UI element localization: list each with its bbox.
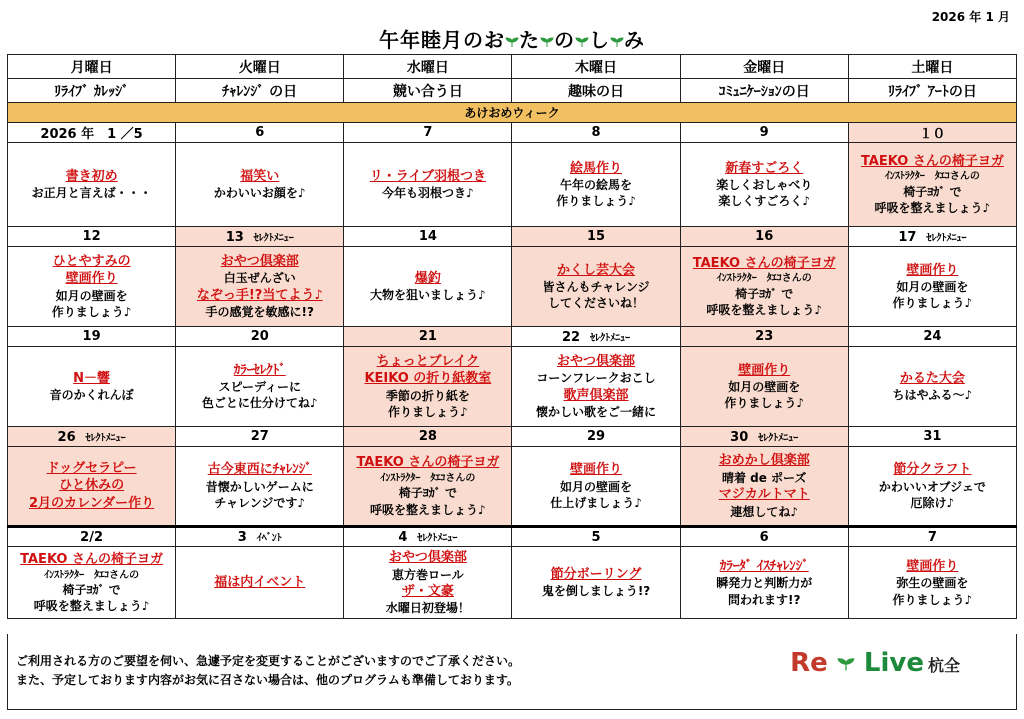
date-cell	[8, 327, 176, 347]
activity-cell	[680, 447, 848, 527]
activity-desc: かわいいお顔を♪	[213, 186, 306, 201]
activity-title: なぞっ手!?当てよう♪	[196, 287, 323, 303]
activity-cell	[8, 447, 176, 527]
date-cell	[176, 123, 344, 143]
activity-desc: 椅子ﾖｶﾞ で	[398, 486, 457, 501]
date-cell	[848, 123, 1016, 143]
activity-cell	[176, 347, 344, 427]
weekday-header: 木曜日	[512, 55, 680, 79]
sprout-icon	[837, 657, 855, 671]
activity-cell	[344, 447, 512, 527]
activity-desc: 呼吸を整えましょう♪	[370, 502, 486, 517]
activity-desc: 鬼を倒しましょう!?	[541, 584, 651, 599]
activity-desc: 弥生の壁画を	[896, 576, 969, 591]
activity-desc: 如月の壁画を	[560, 479, 633, 494]
activity-cell	[512, 447, 680, 527]
calendar-month-label: 2026 年 1 月	[931, 10, 1010, 24]
activity-cell	[8, 347, 176, 427]
date-row	[8, 427, 1017, 447]
date-number: 24	[923, 329, 942, 344]
sprout-icon	[610, 37, 624, 47]
activity-desc: お正月と言えば・・・	[31, 186, 152, 201]
date-number: 8	[591, 125, 601, 140]
activity-desc: 瞬発力と判断力が	[716, 576, 813, 591]
activity-cell	[344, 143, 512, 227]
weekday-header-row	[8, 55, 1017, 79]
activity-desc: 作りましょう♪	[388, 405, 468, 420]
weekday-theme-row	[8, 79, 1017, 103]
date-number: 7	[423, 125, 433, 140]
activity-cell	[176, 547, 344, 619]
activity-instructor: ｲﾝｽﾄﾗｸﾀｰ ﾀｴｺさんの	[716, 273, 812, 285]
date-cell	[680, 427, 848, 447]
activity-desc: 楽しくすごろく♪	[718, 194, 811, 209]
activity-desc: スピーディーに	[218, 380, 302, 395]
date-number: 16	[755, 229, 774, 244]
date-cell	[848, 327, 1016, 347]
activity-desc: 問われます!?	[727, 592, 801, 607]
date-cell	[512, 123, 680, 143]
date-cell	[176, 427, 344, 447]
activity-cell	[848, 247, 1016, 327]
date-number: 14	[418, 229, 437, 244]
title-part: 午年睦月のお	[379, 28, 505, 52]
weekday-theme: ﾘﾗｲﾌﾞ ｶﾚｯｼﾞ	[8, 79, 176, 103]
date-number: 19	[82, 329, 101, 344]
activity-title: 節分ボーリング	[550, 566, 642, 582]
date-number: 22	[562, 329, 581, 345]
date-number: 6	[759, 529, 769, 545]
date-cell	[8, 527, 176, 547]
date-cell	[344, 227, 512, 247]
title-part: た	[519, 28, 540, 52]
date-number: 9	[759, 125, 769, 140]
activity-desc: 晴着 de ポーズ	[721, 470, 807, 485]
activity-desc: 呼吸を整えましょう♪	[33, 599, 150, 614]
logo-text-re: Re	[790, 648, 828, 678]
activity-cell	[8, 143, 176, 227]
date-number: 4	[398, 530, 408, 545]
activity-desc: 椅子ﾖｶﾞ で	[903, 184, 962, 199]
activity-title: おやつ倶楽部	[220, 253, 299, 269]
activity-cell	[344, 547, 512, 619]
activity-title: 歌声倶楽部	[563, 387, 629, 403]
activity-desc: 季節の折り紙を	[385, 388, 470, 403]
weekday-header: 月曜日	[8, 55, 176, 79]
activity-cell	[512, 347, 680, 427]
activity-desc: 如月の壁画を	[55, 288, 128, 303]
date-cell	[512, 327, 680, 347]
activity-cell	[8, 547, 176, 619]
activity-cell	[680, 547, 848, 619]
activity-desc: 仕上げましょう♪	[550, 495, 642, 510]
activity-row	[8, 347, 1017, 427]
schedule-calendar	[7, 54, 1017, 619]
activity-title: 福は内イベント	[214, 574, 306, 590]
date-number: 21	[418, 329, 437, 344]
date-cell	[8, 427, 176, 447]
date-row	[8, 527, 1017, 547]
activity-desc: チャレンジです♪	[214, 495, 306, 510]
activity-desc: 作りましょう♪	[556, 194, 636, 209]
activity-desc: 厄除け♪	[910, 495, 955, 510]
activity-title: かくし芸大会	[557, 262, 636, 278]
date-cell	[344, 527, 512, 547]
activity-title: かるた大会	[899, 370, 965, 386]
activity-title: TAEKO さんの椅子ヨガ	[20, 552, 164, 568]
activity-title: 壁画作り	[738, 362, 791, 378]
weekday-theme: 競い合う日	[344, 79, 512, 103]
logo-text-live: Live	[863, 648, 924, 678]
activity-title: 壁画作り	[570, 462, 623, 478]
activity-title: 新春すごろく	[725, 160, 804, 176]
date-tag: ｾﾚｸﾄﾒﾆｭｰ	[253, 232, 294, 244]
activity-title: 福笑い	[240, 168, 280, 184]
date-cell	[848, 227, 1016, 247]
weekday-theme: ﾁｬﾚﾝｼﾞ の日	[176, 79, 344, 103]
activity-cell	[176, 247, 344, 327]
activity-cell	[512, 143, 680, 227]
activity-desc: 午年の絵馬を	[560, 178, 633, 193]
activity-cell	[512, 247, 680, 327]
activity-desc: 椅子ﾖｶﾞ で	[62, 583, 121, 598]
activity-desc: 大物を狙いましょう♪	[370, 288, 486, 303]
date-number: 31	[923, 429, 942, 444]
date-cell	[344, 327, 512, 347]
title-part: み	[624, 28, 645, 52]
activity-title: ｶﾗｰｾﾚｸﾄﾞ	[233, 362, 286, 378]
sprout-icon	[575, 37, 589, 47]
weekday-theme: 趣味の日	[512, 79, 680, 103]
date-cell	[512, 227, 680, 247]
date-tag: ｾﾚｸﾄﾒﾆｭｰ	[85, 432, 126, 444]
activity-instructor: ｲﾝｽﾄﾗｸﾀｰ ﾀｴｺさんの	[884, 171, 980, 183]
activity-title: KEIKO の折り紙教室	[364, 371, 492, 387]
activity-desc: 色ごとに仕分けてね♪	[201, 396, 318, 411]
weekday-theme: ｺﾐｭﾆｹｰｼｮﾝの日	[680, 79, 848, 103]
activity-title: 節分クラフト	[893, 462, 972, 478]
date-cell	[680, 123, 848, 143]
activity-desc: 懐かしい歌をご一緒に	[536, 405, 657, 420]
footer-notes	[16, 652, 520, 690]
footer-note-line: また、予定しております内容がお気に召さない場合は、他のプログラムも準備しております。	[16, 673, 519, 688]
activity-title: リ・ライブ羽根つき	[369, 168, 486, 184]
activity-desc: 連想してね♪	[730, 504, 799, 519]
activity-row	[8, 247, 1017, 327]
date-cell	[680, 527, 848, 547]
activity-desc: かわいいオブジェで	[878, 479, 986, 494]
activity-desc: 作りましょう♪	[724, 396, 805, 411]
date-tag: ｾﾚｸﾄﾒﾆｭｰ	[417, 533, 458, 544]
activity-desc: 恵方巻ロール	[392, 567, 464, 582]
activity-desc: 水曜日初登場！	[385, 601, 470, 616]
date-number: 12	[82, 229, 101, 244]
date-row	[8, 327, 1017, 347]
date-cell	[848, 527, 1016, 547]
date-cell	[8, 123, 176, 143]
activity-row	[8, 547, 1017, 619]
date-number: 2/2	[80, 529, 103, 545]
activity-title: 壁画作り	[906, 558, 959, 574]
activity-desc: 作りましょう♪	[51, 305, 132, 320]
date-number: 15	[587, 229, 606, 244]
title-part: し	[589, 28, 610, 52]
date-cell	[176, 327, 344, 347]
activity-desc: 椅子ﾖｶﾞ で	[735, 286, 794, 301]
activity-desc: 楽しくおしゃべり	[716, 178, 813, 193]
logo-text-shop: 杭全	[927, 656, 960, 675]
activity-desc: してくださいね！	[548, 296, 645, 311]
activity-title: ザ・文豪	[401, 583, 454, 599]
date-number: 20	[250, 329, 269, 344]
footer-notes-box	[7, 634, 1017, 710]
date-number: 2026 年 1 ／5	[40, 127, 143, 142]
date-number: 7	[927, 529, 937, 545]
activity-desc: 今年も羽根つき♪	[382, 186, 474, 201]
date-number: 29	[587, 429, 606, 444]
date-cell	[680, 327, 848, 347]
activity-desc: コーンフレークおこし	[536, 371, 656, 386]
activity-cell	[680, 143, 848, 227]
activity-title: おやつ倶楽部	[557, 353, 636, 369]
activity-desc: 如月の壁画を	[896, 280, 969, 295]
footer-note-line: ご利用される方のご要望を伺い、急遽予定を変更することがございますのでご了承ください。	[16, 654, 521, 668]
activity-title: TAEKO さんの椅子ヨガ	[692, 255, 836, 271]
date-cell	[344, 427, 512, 447]
activity-title: ｶﾗｰﾀﾞ ｲｽﾁｬﾚﾝｼﾞ	[719, 558, 809, 574]
date-number: 30	[730, 429, 749, 445]
activity-desc: 音のかくれんぼ	[49, 388, 134, 403]
date-row	[8, 227, 1017, 247]
activity-cell	[344, 347, 512, 427]
page-title	[0, 24, 1024, 53]
week-banner: あけおめウィーク	[8, 103, 1017, 123]
activity-cell	[512, 547, 680, 619]
activity-cell	[680, 347, 848, 427]
activity-title: 絵馬作り	[570, 160, 623, 176]
date-cell	[512, 527, 680, 547]
activity-title: TAEKO さんの椅子ヨガ	[356, 455, 500, 471]
activity-title: 書き初め	[65, 168, 118, 184]
date-tag: ｲﾍﾞﾝﾄ	[256, 533, 282, 544]
activity-desc: ちはやふる～♪	[892, 388, 973, 403]
title-part: の	[554, 28, 575, 52]
activity-cell	[848, 447, 1016, 527]
activity-title: ひと休みの	[59, 478, 125, 494]
activity-title: ちょっとブレイク	[376, 353, 480, 369]
activity-cell	[176, 143, 344, 227]
date-number: 23	[755, 329, 774, 344]
date-number: 5	[591, 529, 601, 545]
activity-cell	[848, 143, 1016, 227]
activity-title: 2月のカレンダー作り	[28, 495, 155, 511]
brand-logo	[790, 648, 960, 678]
date-number: １０	[919, 127, 946, 142]
date-tag: ｾﾚｸﾄﾒﾆｭｰ	[590, 332, 631, 344]
activity-cell	[176, 447, 344, 527]
activity-title: ドッグセラピー	[46, 460, 137, 476]
date-cell	[176, 227, 344, 247]
activity-title: 壁画作り	[906, 262, 959, 278]
date-cell	[8, 227, 176, 247]
date-row	[8, 123, 1017, 143]
activity-title: TAEKO さんの椅子ヨガ	[860, 153, 1004, 169]
date-number: 27	[250, 429, 269, 444]
date-cell	[680, 227, 848, 247]
activity-title: おめかし倶楽部	[718, 453, 810, 469]
weekday-header: 金曜日	[680, 55, 848, 79]
sprout-icon	[540, 37, 554, 47]
activity-title: 古今東西にﾁｬﾚﾝｼﾞ	[207, 462, 312, 478]
activity-row	[8, 447, 1017, 527]
activity-title: マジカルトマト	[718, 487, 810, 502]
activity-desc: 呼吸を整えましょう♪	[706, 303, 823, 318]
date-cell	[344, 123, 512, 143]
date-number: 26	[57, 429, 76, 445]
activity-desc: 白玉ぜんざい	[223, 271, 296, 286]
activity-desc: 皆さんもチャレンジ	[542, 280, 650, 295]
activity-cell	[848, 347, 1016, 427]
activity-title: ひとやすみの	[52, 253, 131, 269]
activity-cell	[344, 247, 512, 327]
activity-title: 壁画作り	[65, 271, 118, 287]
date-number: 3	[237, 530, 247, 545]
weekday-header: 土曜日	[848, 55, 1016, 79]
activity-instructor: ｲﾝｽﾄﾗｸﾀｰ ﾀｴｺさんの	[44, 569, 140, 581]
date-tag: ｾﾚｸﾄﾒﾆｭｰ	[758, 432, 799, 444]
activity-row	[8, 143, 1017, 227]
week-banner-row	[8, 103, 1017, 123]
activity-cell	[680, 247, 848, 327]
activity-desc: 作りましょう♪	[892, 296, 973, 311]
activity-desc: 呼吸を整えましょう♪	[874, 201, 991, 216]
weekday-header: 火曜日	[176, 55, 344, 79]
activity-desc: 如月の壁画を	[728, 380, 801, 395]
activity-desc: 作りましょう♪	[892, 592, 973, 607]
activity-title: 爆釣	[414, 270, 441, 286]
date-cell	[176, 527, 344, 547]
activity-cell	[848, 547, 1016, 619]
date-cell	[848, 427, 1016, 447]
sprout-icon	[505, 37, 519, 47]
weekday-header: 水曜日	[344, 55, 512, 79]
date-number: 17	[898, 229, 917, 245]
activity-cell	[8, 247, 176, 327]
activity-title: N－響	[73, 370, 111, 386]
activity-title: おやつ倶楽部	[388, 550, 467, 565]
activity-desc: 手の感覚を敏感に!?	[205, 305, 314, 320]
date-cell	[512, 427, 680, 447]
weekday-theme: ﾘﾗｲﾌﾞ ｱｰﾄの日	[848, 79, 1016, 103]
date-number: 6	[255, 125, 265, 140]
date-tag: ｾﾚｸﾄﾒﾆｭｰ	[926, 232, 967, 244]
activity-instructor: ｲﾝｽﾄﾗｸﾀｰ ﾀｴｺさんの	[380, 472, 476, 484]
date-number: 28	[418, 429, 437, 444]
date-number: 13	[225, 229, 244, 245]
activity-desc: 昔懐かしいゲームに	[205, 479, 314, 494]
